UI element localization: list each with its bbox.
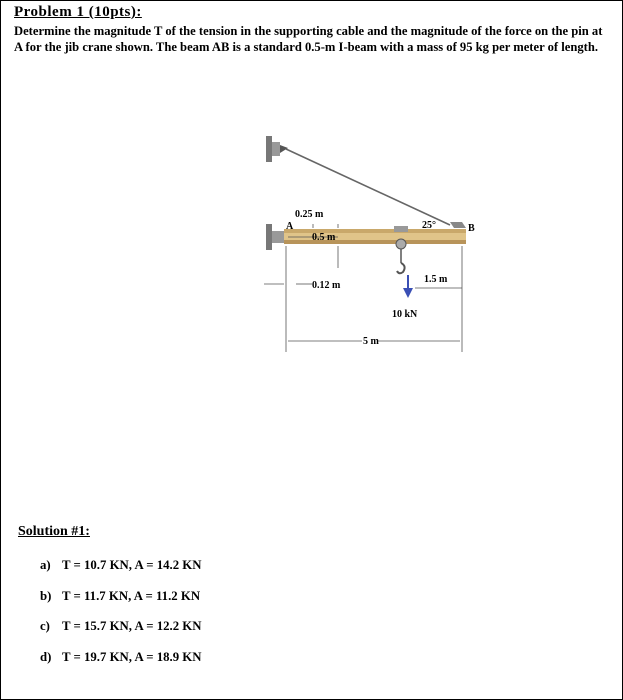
dimension-0-25m: 0.25 m	[295, 209, 324, 220]
dimension-5m: 5 m	[363, 336, 379, 347]
cable-anchor-b	[450, 222, 466, 228]
solution-heading: Solution #1:	[18, 524, 90, 539]
choice-d: d) T = 19.7 KN, A = 18.9 KN	[40, 649, 202, 664]
dimension-1-5m: 1.5 m	[424, 274, 448, 285]
dimension-0-5m: 0.5 m	[312, 232, 336, 243]
choice-c: c) T = 15.7 KN, A = 12.2 KN	[40, 619, 202, 633]
label-a: A	[286, 221, 294, 232]
load-arrow	[403, 275, 413, 298]
choice-b: b) T = 11.7 KN, A = 11.2 KN	[40, 588, 201, 603]
jib-crane-figure	[250, 130, 480, 360]
angle-label: 25°	[422, 220, 436, 231]
problem-heading: Problem 1 (10pts):	[14, 4, 142, 20]
lower-wall-bracket	[266, 224, 284, 250]
load-label: 10 kN	[392, 309, 418, 320]
dimension-0-12m: 0.12 m	[312, 280, 341, 291]
jib-crane-diagram	[250, 130, 480, 360]
upper-wall-bracket	[266, 136, 288, 162]
choice-a: a) T = 10.7 KN, A = 14.2 KN	[40, 558, 202, 572]
label-b: B	[468, 223, 475, 234]
answer-choices	[40, 558, 202, 680]
problem-statement: Determine the magnitude T of the tension in the supporting cable and the magnitude of the force on the pin at A for the jib crane shown. The beam AB is a standard 0.5-m I-beam with a mass of 95 kg per meter of length.	[14, 24, 603, 54]
